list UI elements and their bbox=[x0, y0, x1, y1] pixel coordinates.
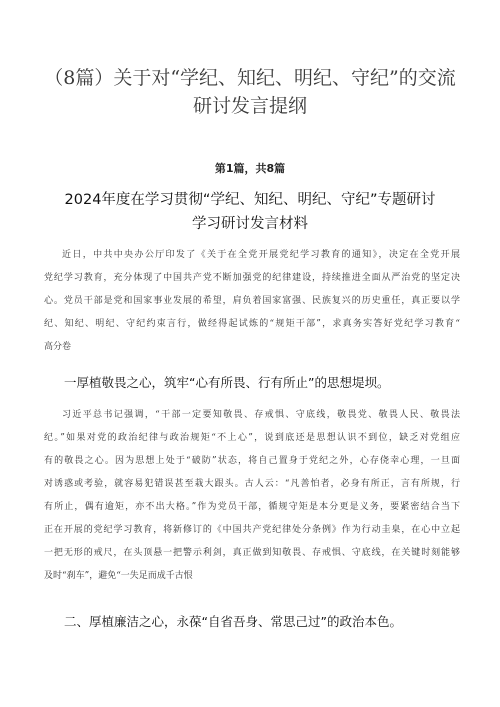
section-heading-1: 一厚植敬畏之心，筑牢“心有所畏、行有所止”的思想堤坝。 bbox=[64, 375, 390, 390]
intro-line: 心。党员干部是党和国家事业发展的希望，肩负着国家富强、民族复兴的历史重任，真正要以学 bbox=[44, 296, 460, 306]
intro-paragraph bbox=[44, 244, 460, 359]
section-1-line: 及时“刹车”，避免“一失足而成千古恨 bbox=[44, 571, 193, 581]
document-title-line-2: 研讨发言提纲 bbox=[192, 95, 307, 117]
section-1-line: 纪。”如果对党的政治纪律与政治规矩“不上心”，说到底还是思想认识不到位，缺乏对党组应 bbox=[44, 433, 460, 443]
document-title bbox=[30, 64, 470, 120]
section-1-paragraph bbox=[44, 404, 460, 588]
article-subtitle-line-2: 学习研讨发言材料 bbox=[192, 216, 308, 232]
part-label: 第1篇，共8篇 bbox=[214, 162, 286, 175]
section-heading-2: 二、厚植廉洁之心，永葆“自省吾身、常思己过”的政治本色。 bbox=[64, 614, 402, 629]
section-1-line: 有所止，偶有逾矩，亦不出大格。”作为党员干部，循规守矩是本分更是义务，要紧密结合当下 bbox=[44, 502, 460, 512]
intro-line: 党纪学习教育，充分体现了中国共产党不断加强党的纪律建设，持续推进全面从严治党的坚定决 bbox=[44, 273, 460, 283]
section-1-line: 一把无形的戒尺，在头顶悬一把警示利剑，真正做到知敬畏、存戒惧、守底线，在关键时刻能够 bbox=[44, 548, 460, 558]
document-title-line-1: （8篇）关于对“学纪、知纪、明纪、守纪”的交流 bbox=[44, 67, 456, 89]
section-1-line: 对诱惑或考验，就容易犯错误甚至栽大跟头。古人云：“凡善怕者，必身有所正，言有所规，行 bbox=[44, 479, 460, 489]
intro-line: 高分卷 bbox=[44, 342, 72, 352]
intro-line: 纪、知纪、明纪、守纪约束言行，做经得起试炼的“规矩干部”，求真务实答好党纪学习教育“ bbox=[44, 319, 460, 329]
intro-line: 近日，中共中央办公厅印发了《关于在全党开展党纪学习教育的通知》，决定在全党开展 bbox=[62, 250, 460, 260]
article-subtitle-line-1: 2024年度在学习贯彻“学纪、知纪、明纪、守纪”专题研讨 bbox=[64, 192, 436, 208]
section-1-line: 正在开展的党纪学习教育，将新修订的《中国共产党纪律处分条例》作为行动圭臬，在心中立起 bbox=[44, 525, 460, 535]
article-subtitle bbox=[20, 188, 480, 236]
section-1-line: 有的敬畏之心。因为思想上处于“破防”状态，将自己置身于党纪之外，心存侥幸心理，一旦面 bbox=[44, 456, 460, 466]
section-1-line: 习近平总书记强调，“干部一定要知敬畏、存戒惧、守底线，敬畏党、敬畏人民、敬畏法 bbox=[62, 410, 460, 420]
